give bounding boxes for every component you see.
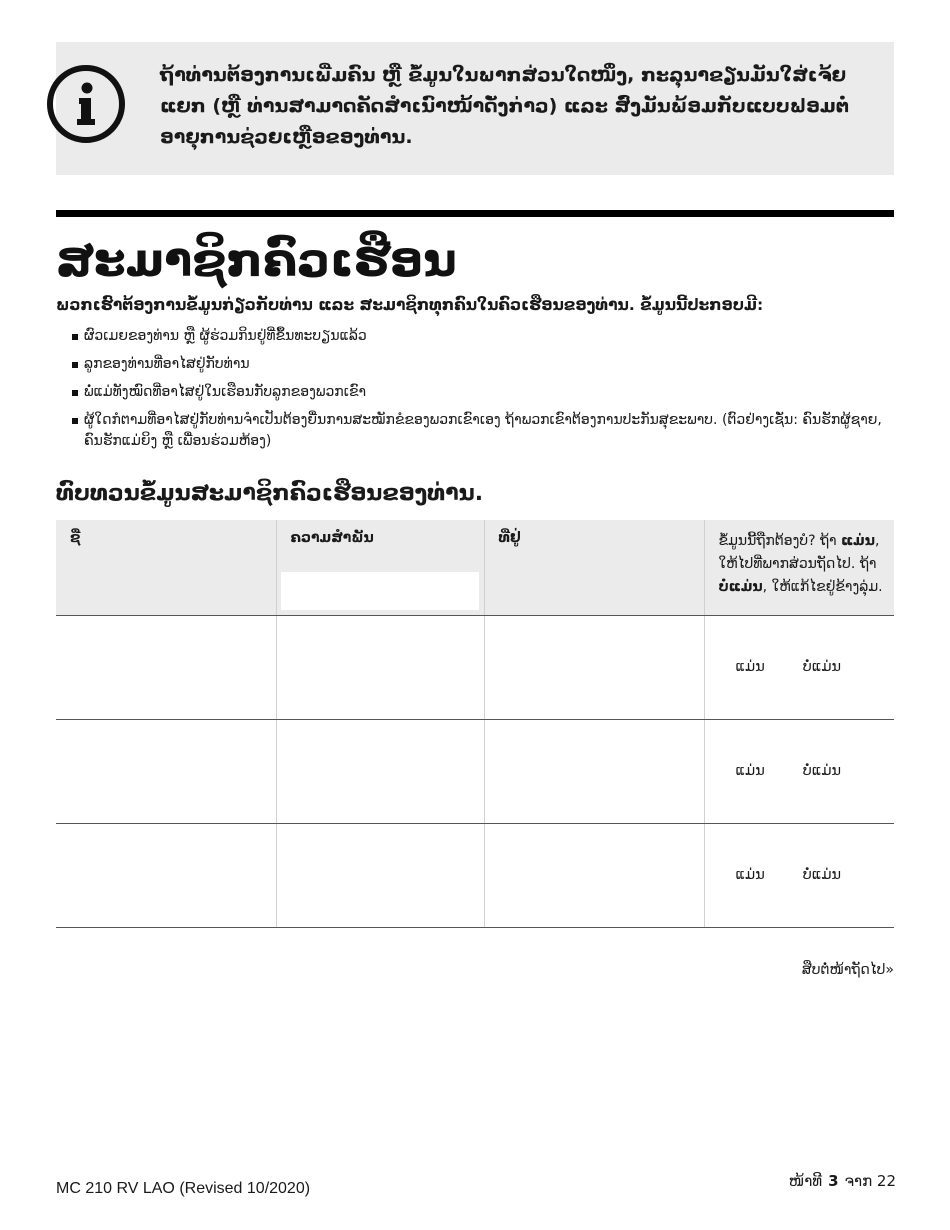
list-item: ລູກຂອງທ່ານທີ່ອາໄສຢູ່ກັບທ່ານ	[72, 354, 892, 375]
list-item: ຜູ້ໃດກໍຕາມທີ່ອາໄສຢູ່ກັບທ່ານຈຳເປັນຕ້ອງຍື່ນການສະໝັກຂໍຂອງພວກເຂົາເອງ ຖ້າພວກເຂົາຕ້ອງການປະກັນສຸຂະພາບ. (ຕົວຢ່າງເຊັ່ນ: ຄົນຮັກຜູ້ຊາຍ, ຄົນຮັກແມ່ຍິງ ຫຼື ເພື່ອນຮ່ວມຫ້ອງ)	[72, 410, 892, 452]
yes-option[interactable]: ແມ່ນ	[735, 867, 765, 883]
no-option[interactable]: ບໍ່ແມ່ນ	[802, 659, 842, 675]
address-cell[interactable]	[484, 719, 704, 823]
section-divider	[56, 210, 894, 217]
column-header-relationship-label: ຄວາມສຳພັນ	[290, 530, 374, 546]
page-indicator	[789, 1172, 896, 1190]
name-cell[interactable]	[56, 615, 276, 719]
correct-prefix: ຂໍ້ມູນນີ້ຖືກຕ້ອງບໍ? ຖ້າ	[718, 533, 842, 549]
no-option[interactable]: ບໍ່ແມ່ນ	[802, 867, 842, 883]
column-header-name: ຊື່	[56, 520, 276, 615]
relationship-cell[interactable]	[276, 823, 484, 927]
table-header-row	[56, 520, 894, 615]
list-item: ພໍ່ແມ່ທັງໝົດທີ່ອາໄສຢູ່ໃນເຮືອນກັບລູກຂອງພວກເຂົາ	[72, 382, 892, 403]
correct-cell	[704, 719, 894, 823]
total-pages: 22	[876, 1172, 896, 1190]
relationship-cell[interactable]	[276, 615, 484, 719]
review-title: ທົບທວນຂໍ້ມູນສະມາຊິກຄົວເຮືອນຂອງທ່ານ.	[56, 481, 484, 506]
info-icon	[46, 64, 126, 144]
no-option[interactable]: ບໍ່ແມ່ນ	[802, 763, 842, 779]
household-members-table	[56, 520, 894, 928]
table-row	[56, 615, 894, 719]
section-intro: ພວກເຮົາຕ້ອງການຂໍ້ມູນກ່ຽວກັບທ່ານ ແລະ ສະມາຊິກທຸກຄົນໃນຄົວເຮືອນຂອງທ່ານ. ຂໍ້ມູນນີ້ປະກອບມີ:	[56, 296, 764, 314]
name-cell[interactable]	[56, 719, 276, 823]
column-header-address: ທີ່ຢູ່	[484, 520, 704, 615]
column-header-relationship	[276, 520, 484, 615]
name-cell[interactable]	[56, 823, 276, 927]
relationship-input[interactable]	[281, 572, 479, 610]
table-row	[56, 719, 894, 823]
form-id: MC 210 RV LAO (Revised 10/2020)	[56, 1180, 311, 1197]
page-label: ໜ້າທີ	[788, 1172, 823, 1190]
notice-text: ຖ້າທ່ານຕ້ອງການເພີ່ມຄົນ ຫຼື ຂໍ້ມູນໃນພາກສ່ວນໃດໜຶ່ງ, ກະລຸນາຂຽນມັນໃສ່ເຈ້ຍແຍກ (ຫຼື ທ່ານສາມາດຄັດສຳເນົາໜ້າດັ່ງກ່າວ) ແລະ ສົ່ງມັນພ້ອມກັບແບບຟອມຕໍ່ອາຍຸການຊ່ວຍເຫຼືອຂອງທ່ານ.	[160, 64, 850, 148]
of-label: ຈາກ	[844, 1172, 873, 1190]
list-item: ຜົວເມຍຂອງທ່ານ ຫຼື ຜູ້ຮ່ວມກິນຢູ່ທີ່ຂຶ້ນທະບຽນແລ້ວ	[72, 326, 892, 347]
address-cell[interactable]	[484, 823, 704, 927]
yes-option[interactable]: ແມ່ນ	[735, 763, 765, 779]
relationship-cell[interactable]	[276, 719, 484, 823]
correct-cell	[704, 615, 894, 719]
correct-no-bold: ບໍ່ແມ່ນ	[718, 579, 763, 595]
correct-middle: , ໃຫ້ໄປທີ່ພາກສ່ວນຖັດໄປ. ຖ້າ	[718, 533, 880, 572]
yes-option[interactable]: ແມ່ນ	[735, 659, 765, 675]
section-title: ສະມາຊິກຄົວເຮືອນ	[56, 233, 457, 287]
correct-cell	[704, 823, 894, 927]
continue-next-page: ສືບຕໍ່ໜ້າຖັດໄປ»	[801, 962, 894, 978]
correct-suffix: , ໃຫ້ແກ້ໄຂຢູ່ຂ້າງລຸ່ມ.	[762, 579, 883, 595]
column-header-correct	[704, 520, 894, 615]
page-number: 3	[828, 1172, 839, 1190]
correct-yes-bold: ແມ່ນ	[841, 533, 875, 549]
address-cell[interactable]	[484, 615, 704, 719]
table-row	[56, 823, 894, 927]
household-members-list	[72, 326, 892, 459]
